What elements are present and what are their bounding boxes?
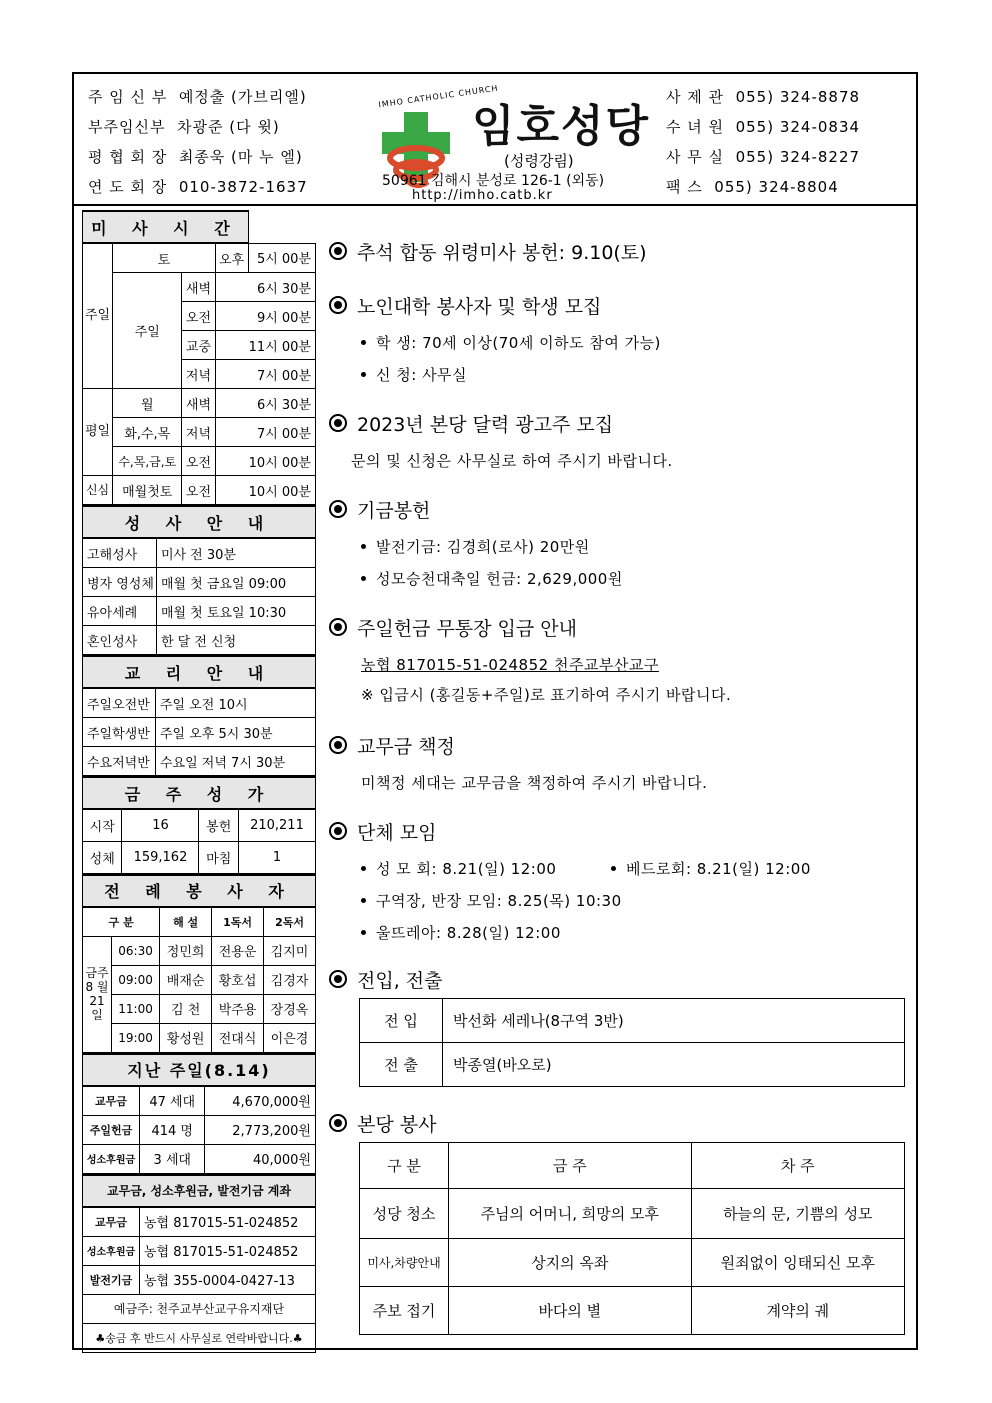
bullet-icon <box>329 296 347 314</box>
dot-icon <box>361 544 366 549</box>
dot-icon <box>611 866 616 871</box>
bullet-icon <box>329 1114 347 1132</box>
transfer-notice: ♣송금 후 반드시 사무실로 연락바랍니다.♣ <box>83 1323 316 1352</box>
district-president: 연 도 회 장 010-3872-1637 <box>88 178 308 196</box>
hymn-table: 금 주 성 가 시작 16 봉헌 210,211 성체 159,162 마침 1 <box>82 776 316 874</box>
dot-icon <box>361 898 366 903</box>
deposit-note: ※ 입금시 (홍길동+주일)로 표기하여 주시기 바랍니다. <box>361 686 732 704</box>
account-title: 교무금, 성소후원금, 발전기금 계좌 <box>83 1175 316 1207</box>
servers-title: 전 례 봉 사 자 <box>83 875 316 907</box>
dues-text: 미책정 세대는 교무금을 책정하여 주시기 바랍니다. <box>361 774 708 792</box>
contact-fax: 팩 스 055) 324-8804 <box>666 178 839 196</box>
church-logo <box>364 80 664 204</box>
column-divider <box>74 204 916 206</box>
service-table: 구 분 금 주 차 주 성당 청소 주님의 어머니, 희망의 모후 하늘의 문, 기쁨의 성모 미사,차량안내 상지의 옥좌 원죄없이 잉태되신 모후 주보 접기 바다의 별 계약의 궤 <box>359 1142 905 1335</box>
section-dues: 교무금 책정 <box>329 732 455 759</box>
church-address: 50961 김해시 분성로 126-1 (외동) <box>382 173 605 189</box>
contact-convent: 수 녀 원 055) 324-0834 <box>666 118 861 136</box>
section-fund-offering: 기금봉헌 <box>329 496 430 523</box>
doctrine-table: 교 리 안 내 주일오전반 주일 오전 10시 주일학생반 주일 오후 5시 30분 수요저녁반 수요일 저녁 7시 30분 <box>82 655 316 776</box>
clergy-pastor: 주 임 신 부 예정출 (가브리엘) <box>88 88 307 106</box>
dot-icon <box>361 930 366 935</box>
bullet-icon <box>329 500 347 518</box>
sacrament-title: 성 사 안 내 <box>83 506 316 538</box>
contact-list <box>666 82 860 202</box>
sunday-label: 주일 <box>83 243 113 389</box>
sidebar <box>82 210 316 1353</box>
church-url[interactable]: http://imho.catb.kr <box>412 188 553 203</box>
bullet-icon <box>329 242 347 260</box>
dot-icon <box>361 866 366 871</box>
clergy-assistant: 부주임신부 차광준 (다 윗) <box>88 118 280 136</box>
section-parish-service: 본당 봉사 <box>329 1110 436 1137</box>
section-memorial-mass: 추석 합동 위령미사 봉헌: 9.10(토) <box>329 238 647 265</box>
section-senior-college: 노인대학 봉사자 및 학생 모집 <box>329 292 601 319</box>
list-item: 베드로회: 8.21(일) 12:00 <box>611 858 811 879</box>
header <box>74 74 916 206</box>
contact-rectory: 사 제 관 055) 324-8878 <box>666 88 861 106</box>
bullet-icon <box>329 822 347 840</box>
list-item: 학 생: 70세 이상(70세 이하도 참여 가능) <box>361 332 661 353</box>
dot-icon <box>361 340 366 345</box>
calendar-ads-text: 문의 및 신청은 사무실로 하여 주시기 바랍니다. <box>351 452 673 470</box>
deposit-account: 농협 817015-51-024852 천주교부산교구 <box>361 656 659 674</box>
doctrine-title: 교 리 안 내 <box>83 656 316 688</box>
clergy-list <box>88 82 308 202</box>
section-offering-deposit: 주일헌금 무통장 입금 안내 <box>329 614 577 641</box>
servers-date: 금주 8 월 21 일 <box>83 936 112 1052</box>
list-item: 울뜨레아: 8.28(일) 12:00 <box>361 922 561 943</box>
transfer-table: 전 입 박선화 세레나(8구역 3반) 전 출 박종열(바오로) <box>359 998 905 1087</box>
hymn-title: 금 주 성 가 <box>83 777 316 809</box>
list-item: 발전기금: 김경희(로사) 20만원 <box>361 536 590 557</box>
list-item: 구역장, 반장 모임: 8.25(목) 10:30 <box>361 890 622 911</box>
servers-table: 전 례 봉 사 자 구 분 해 설 1독서 2독서 금주 8 월 21 일 06:30 정민희 전용운 김지미 09:00 배재순 황호섭 김경자 11:00 김 천 박주용 장경옥 19:00 황성원 전대식 이은경 <box>82 874 316 1053</box>
dot-icon <box>361 576 366 581</box>
sacrament-table: 성 사 안 내 고해성사 미사 전 30분 병자 영성체 매월 첫 금요일 09:00 유아세례 매월 첫 토요일 10:30 혼인성사 한 달 전 신청 <box>82 505 316 655</box>
bullet-icon <box>329 736 347 754</box>
bulletin-frame <box>72 72 918 1350</box>
logo-circle-text: IMHO CATHOLIC CHURCH <box>377 83 499 110</box>
section-calendar-ads: 2023년 본당 달력 광고주 모집 <box>329 410 613 437</box>
section-group-meetings: 단체 모임 <box>329 818 436 845</box>
list-item: 성 모 회: 8.21(일) 12:00 <box>361 858 556 879</box>
church-subtitle: (성령강림) <box>504 152 574 170</box>
mass-schedule-table: 미 사 시 간 주일 토 오후 5시 00분 주일 새벽 6시 30분 오전 9시 00분 교중 11시 00분 저녁 7시 00분 평일 월 새벽 6시 30분 화,수,목 저녁 7시 00분 수,목,금,토 오전 10시 00분 신심 매월첫토 오전 10시 00분 <box>82 210 316 505</box>
weekday-label: 평일 <box>83 389 113 476</box>
list-item: 성모승천대축일 헌금: 2,629,000원 <box>361 568 623 589</box>
council-president: 평 협 회 장 최종욱 (마 누 엘) <box>88 148 303 166</box>
dot-icon <box>361 372 366 377</box>
contact-office: 사 무 실 055) 324-8227 <box>666 148 861 166</box>
mass-title: 미 사 시 간 <box>83 211 249 243</box>
section-transfer: 전입, 전출 <box>329 966 443 993</box>
list-item: 신 청: 사무실 <box>361 364 467 385</box>
bullet-icon <box>329 618 347 636</box>
bullet-icon <box>329 970 347 988</box>
account-holder: 예금주: 천주교부산교구유지재단 <box>83 1294 316 1323</box>
sinsim-label: 신심 <box>83 476 113 505</box>
account-table: 교무금, 성소후원금, 발전기금 계좌 교무금 농협 817015-51-024852 성소후원금 농협 817015-51-024852 발전기금 농협 355-0004-0427-13 예금주: 천주교부산교구유지재단 ♣송금 후 반드시 사무실로 연락바랍니다.♣ <box>82 1174 316 1353</box>
church-name: 임호성당 <box>472 101 651 152</box>
bullet-icon <box>329 414 347 432</box>
last-sunday-table: 지난 주일(8.14) 교무금 47 세대 4,670,000원 주일헌금 414 명 2,773,200원 성소후원금 3 세대 40,000원 <box>82 1053 316 1174</box>
last-sunday-title: 지난 주일(8.14) <box>83 1054 316 1086</box>
